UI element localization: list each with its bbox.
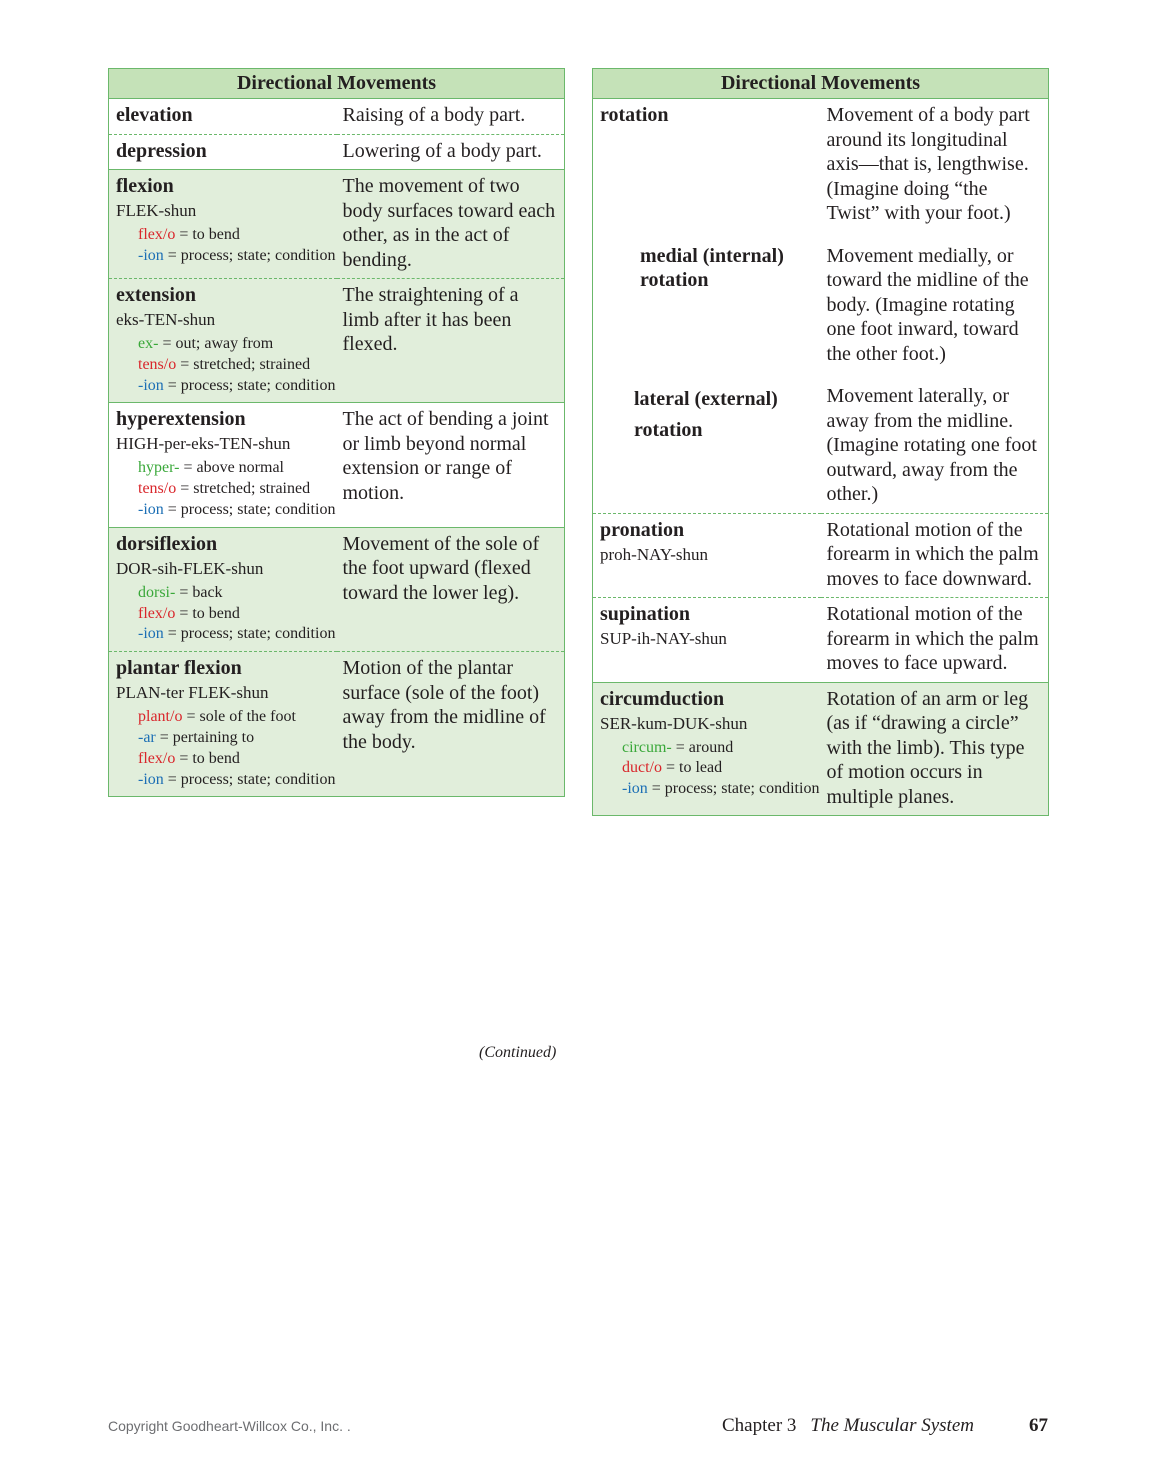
definition: The movement of two body surfaces toward each other, as in the act of bending. xyxy=(337,170,565,279)
word-meaning: = stretched; strained xyxy=(176,480,311,498)
table-row xyxy=(593,682,1049,816)
pronunciation: eks-TEN-shun xyxy=(116,310,216,329)
pronunciation: SER-kum-DUK-shun xyxy=(600,713,748,733)
word-meaning: = pertaining to xyxy=(155,728,255,746)
word-part: -ion xyxy=(138,500,164,518)
word-part: dorsi- xyxy=(138,583,176,601)
word-parts xyxy=(600,738,821,800)
running-footer xyxy=(722,1415,974,1437)
word-part: tens/o xyxy=(138,355,177,373)
word-part: plant/o xyxy=(138,708,183,726)
word-meaning: = to lead xyxy=(662,759,723,777)
definition: Rotation of an arm or leg (as if “drawing a circle” with the limb). This type of motion occurs in multiple planes. xyxy=(821,682,1049,816)
term: elevation xyxy=(116,104,193,126)
definition: The straightening of a limb after it has been flexed. xyxy=(337,279,565,403)
pronunciation: FLEK-shun xyxy=(116,201,197,220)
table-row xyxy=(593,372,1049,513)
word-part: -ar xyxy=(138,728,156,746)
definition: Rotational motion of the forearm in which the palm moves to face downward. xyxy=(821,513,1049,598)
word-part: -ion xyxy=(138,770,164,788)
term: dorsiflexion xyxy=(116,532,218,555)
word-parts xyxy=(116,225,337,267)
word-part: circum- xyxy=(622,738,672,756)
word-part: tens/o xyxy=(138,480,177,498)
pronunciation: SUP-ih-NAY-shun xyxy=(600,629,727,648)
table-row xyxy=(593,513,1049,598)
definition: Movement medially, or toward the midline of the body. (Imagine rotating one foot inward, toward the other foot.) xyxy=(826,244,1029,365)
definition: Movement of a body part around its longitudinal axis—that is, lengthwise. (Imagine doing “the Twist” with your foot.) xyxy=(826,104,1030,224)
term: depression xyxy=(116,139,207,162)
term: flexion xyxy=(116,175,174,197)
term: rotation xyxy=(600,104,669,126)
table-row xyxy=(593,232,1049,373)
pronunciation: HIGH-per-eks-TEN-shun xyxy=(116,434,291,454)
term: circumduction xyxy=(600,687,725,710)
word-part: hyper- xyxy=(138,459,180,477)
continued-note: (Continued) xyxy=(479,1044,557,1061)
word-meaning: = out; away from xyxy=(158,335,274,352)
pronunciation: proh-NAY-shun xyxy=(600,544,708,564)
table-header: Directional Movements xyxy=(109,69,565,99)
word-meaning: = to bend xyxy=(175,749,240,767)
word-part: -ion xyxy=(138,376,164,394)
term: plantar flexion xyxy=(116,657,242,680)
word-meaning: = stretched; strained xyxy=(176,355,311,373)
word-part: -ion xyxy=(622,780,648,798)
word-meaning: = process; state; condition xyxy=(163,770,336,788)
word-meaning: = to bend xyxy=(175,604,240,622)
copyright-notice: Copyright Goodheart-Willcox Co., Inc. . xyxy=(108,1418,351,1434)
word-part: flex/o xyxy=(138,749,176,767)
definition: Rotational motion of the forearm in which the palm moves to face upward. xyxy=(821,598,1049,683)
word-parts xyxy=(116,583,337,645)
word-part: duct/o xyxy=(622,759,662,777)
word-meaning: = process; state; condition xyxy=(163,246,336,264)
word-meaning: = to bend xyxy=(175,226,240,243)
word-part: -ion xyxy=(138,246,164,264)
table-row xyxy=(109,527,565,651)
table-row xyxy=(109,134,565,170)
word-part: -ion xyxy=(138,625,164,643)
word-meaning: = process; state; condition xyxy=(163,625,336,643)
pronunciation: PLAN-ter FLEK-shun xyxy=(116,683,269,703)
word-parts xyxy=(116,458,337,520)
term: supination xyxy=(600,603,691,625)
word-meaning: = process; state; condition xyxy=(163,376,336,394)
right-table xyxy=(592,68,1049,816)
definition: Movement laterally, or away from the midline. (Imagine rotating one foot outward, away from the other.) xyxy=(826,385,1037,505)
left-table xyxy=(108,68,565,797)
definition: Motion of the plantar surface (sole of the foot) away from the midline of the body. xyxy=(337,652,565,797)
word-meaning: = around xyxy=(671,738,734,756)
word-parts xyxy=(116,334,337,396)
word-meaning: = sole of the foot xyxy=(182,708,296,726)
table-header: Directional Movements xyxy=(593,69,1049,99)
definition: Movement of the sole of the foot upward (flexed toward the lower leg). xyxy=(337,527,565,651)
definition: Lowering of a body part. xyxy=(337,134,565,170)
term: hyperextension xyxy=(116,408,246,431)
table-row xyxy=(593,99,1049,232)
word-parts xyxy=(116,707,337,790)
chapter-title: The Muscular System xyxy=(810,1415,974,1436)
word-meaning: = back xyxy=(175,583,223,601)
word-part: ex- xyxy=(138,335,159,352)
word-meaning: = above normal xyxy=(179,459,284,477)
chapter-label: Chapter 3 xyxy=(722,1415,797,1436)
word-meaning: = process; state; condition xyxy=(163,500,336,518)
term: medial (internal) rotation xyxy=(640,244,784,291)
table-row xyxy=(109,170,565,279)
table-row xyxy=(109,99,565,135)
term: pronation xyxy=(600,518,685,541)
word-part: flex/o xyxy=(138,226,176,243)
word-meaning: = process; state; condition xyxy=(647,780,820,798)
word-part: flex/o xyxy=(138,604,176,622)
table-row xyxy=(109,652,565,797)
definition: Raising of a body part. xyxy=(342,104,526,126)
term: lateral (external) rotation xyxy=(634,388,778,441)
page-number: 67 xyxy=(1029,1415,1048,1436)
definition: The act of bending a joint or limb beyond normal extension or range of motion. xyxy=(337,403,565,527)
table-row xyxy=(109,403,565,527)
term: extension xyxy=(116,284,196,306)
table-row xyxy=(109,279,565,403)
table-row xyxy=(593,598,1049,683)
pronunciation: DOR-sih-FLEK-shun xyxy=(116,558,264,578)
